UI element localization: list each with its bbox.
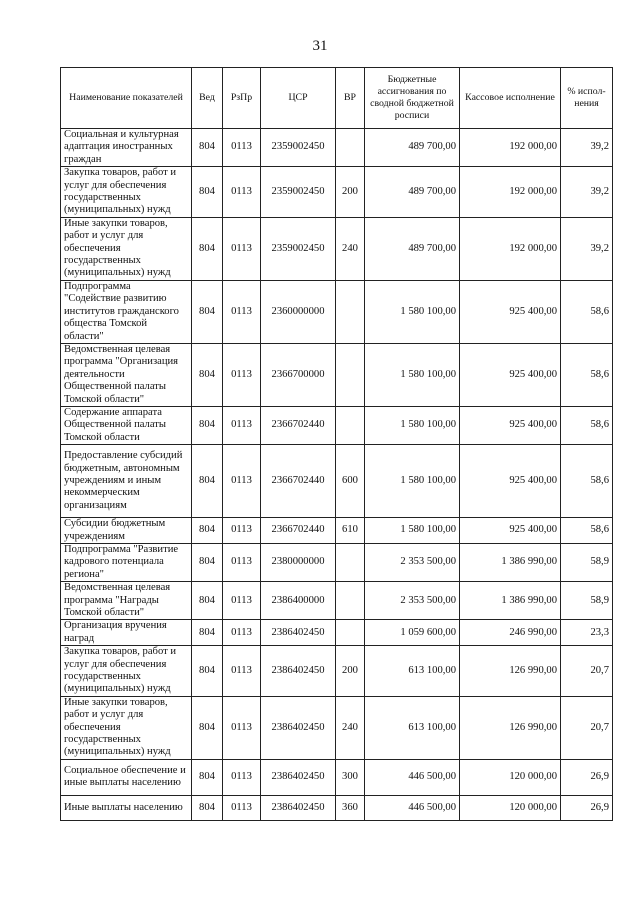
cell-ved: 804 xyxy=(192,217,223,280)
cell-rzpr: 0113 xyxy=(223,445,261,518)
cell-vr xyxy=(336,620,365,646)
cell-name: Иные закупки товаров, работ и услуг для обеспечения государственных (муниципальных) нужд xyxy=(61,696,192,759)
cell-percent: 26,9 xyxy=(561,795,613,820)
cell-budget: 1 059 600,00 xyxy=(365,620,460,646)
cell-rzpr: 0113 xyxy=(223,646,261,697)
cell-name: Содержание аппарата Общественной палаты Томской области xyxy=(61,406,192,444)
cell-rzpr: 0113 xyxy=(223,696,261,759)
cell-percent: 23,3 xyxy=(561,620,613,646)
cell-name: Социальная и культурная адаптация иностранных граждан xyxy=(61,129,192,167)
cell-percent: 26,9 xyxy=(561,759,613,795)
cell-budget: 613 100,00 xyxy=(365,646,460,697)
cell-vr: 200 xyxy=(336,646,365,697)
cell-budget: 1 580 100,00 xyxy=(365,343,460,406)
header-ved: Вед xyxy=(192,68,223,129)
cell-vr xyxy=(336,543,365,581)
cell-name: Иные закупки товаров, работ и услуг для обеспечения государственных (муниципальных) нужд xyxy=(61,217,192,280)
cell-percent: 20,7 xyxy=(561,696,613,759)
cell-ved: 804 xyxy=(192,646,223,697)
cell-cash: 925 400,00 xyxy=(460,445,561,518)
cell-cash: 192 000,00 xyxy=(460,167,561,218)
cell-csr: 2380000000 xyxy=(261,543,336,581)
table-row xyxy=(61,445,613,518)
cell-rzpr: 0113 xyxy=(223,759,261,795)
cell-percent: 20,7 xyxy=(561,646,613,697)
page-number: 31 xyxy=(312,38,328,54)
cell-budget: 446 500,00 xyxy=(365,795,460,820)
cell-budget: 1 580 100,00 xyxy=(365,445,460,518)
budget-execution-table xyxy=(60,67,613,821)
cell-csr: 2386400000 xyxy=(261,582,336,620)
cell-percent: 58,6 xyxy=(561,343,613,406)
cell-name: Ведомственная целевая программа "Организация деятельности Общественной палаты Томской области" xyxy=(61,343,192,406)
cell-rzpr: 0113 xyxy=(223,543,261,581)
cell-name: Подпрограмма "Развитие кадрового потенциала региона" xyxy=(61,543,192,581)
cell-ved: 804 xyxy=(192,129,223,167)
cell-budget: 1 580 100,00 xyxy=(365,280,460,343)
cell-name: Ведомственная целевая программа "Награды Томской области" xyxy=(61,582,192,620)
cell-rzpr: 0113 xyxy=(223,167,261,218)
cell-budget: 1 580 100,00 xyxy=(365,406,460,444)
header-name: Наименование показателей xyxy=(61,68,192,129)
cell-budget: 489 700,00 xyxy=(365,167,460,218)
table-row xyxy=(61,129,613,167)
cell-name: Субсидии бюджетным учреждениям xyxy=(61,518,192,544)
cell-vr xyxy=(336,406,365,444)
cell-csr: 2359002450 xyxy=(261,129,336,167)
cell-budget: 1 580 100,00 xyxy=(365,518,460,544)
table-row xyxy=(61,795,613,820)
cell-ved: 804 xyxy=(192,280,223,343)
table-row xyxy=(61,167,613,218)
cell-cash: 925 400,00 xyxy=(460,406,561,444)
table-row xyxy=(61,620,613,646)
cell-percent: 39,2 xyxy=(561,129,613,167)
cell-ved: 804 xyxy=(192,445,223,518)
table-row xyxy=(61,518,613,544)
header-rzpr: РзПр xyxy=(223,68,261,129)
cell-csr: 2386402450 xyxy=(261,759,336,795)
cell-ved: 804 xyxy=(192,543,223,581)
cell-rzpr: 0113 xyxy=(223,406,261,444)
cell-csr: 2386402450 xyxy=(261,646,336,697)
cell-rzpr: 0113 xyxy=(223,280,261,343)
cell-name: Предоставление субсидий бюджетным, автономным учреждениям и иным некоммерческим организациям xyxy=(61,445,192,518)
cell-vr: 240 xyxy=(336,696,365,759)
cell-budget: 489 700,00 xyxy=(365,129,460,167)
cell-rzpr: 0113 xyxy=(223,129,261,167)
table-row xyxy=(61,646,613,697)
cell-cash: 120 000,00 xyxy=(460,759,561,795)
cell-csr: 2366702440 xyxy=(261,406,336,444)
cell-vr xyxy=(336,129,365,167)
cell-percent: 58,6 xyxy=(561,518,613,544)
cell-csr: 2360000000 xyxy=(261,280,336,343)
cell-cash: 120 000,00 xyxy=(460,795,561,820)
cell-cash: 1 386 990,00 xyxy=(460,582,561,620)
table-header-row xyxy=(61,68,613,129)
cell-budget: 489 700,00 xyxy=(365,217,460,280)
table-row xyxy=(61,406,613,444)
cell-csr: 2366700000 xyxy=(261,343,336,406)
cell-rzpr: 0113 xyxy=(223,620,261,646)
header-vr: ВР xyxy=(336,68,365,129)
cell-budget: 613 100,00 xyxy=(365,696,460,759)
cell-rzpr: 0113 xyxy=(223,582,261,620)
cell-vr xyxy=(336,582,365,620)
cell-vr xyxy=(336,280,365,343)
cell-rzpr: 0113 xyxy=(223,518,261,544)
cell-percent: 58,9 xyxy=(561,543,613,581)
table-row xyxy=(61,696,613,759)
cell-cash: 192 000,00 xyxy=(460,129,561,167)
cell-vr xyxy=(336,343,365,406)
cell-ved: 804 xyxy=(192,759,223,795)
cell-csr: 2366702440 xyxy=(261,445,336,518)
cell-ved: 804 xyxy=(192,795,223,820)
cell-cash: 126 990,00 xyxy=(460,696,561,759)
table-row xyxy=(61,280,613,343)
cell-percent: 58,9 xyxy=(561,582,613,620)
cell-vr: 360 xyxy=(336,795,365,820)
cell-csr: 2386402450 xyxy=(261,696,336,759)
table-row xyxy=(61,217,613,280)
cell-percent: 58,6 xyxy=(561,406,613,444)
cell-percent: 58,6 xyxy=(561,280,613,343)
cell-ved: 804 xyxy=(192,167,223,218)
cell-csr: 2386402450 xyxy=(261,795,336,820)
cell-percent: 39,2 xyxy=(561,217,613,280)
cell-vr: 200 xyxy=(336,167,365,218)
cell-name: Социальное обеспечение и иные выплаты населению xyxy=(61,759,192,795)
header-cash: Кассовое исполнение xyxy=(460,68,561,129)
table-row xyxy=(61,759,613,795)
cell-ved: 804 xyxy=(192,406,223,444)
cell-csr: 2386402450 xyxy=(261,620,336,646)
cell-vr: 300 xyxy=(336,759,365,795)
header-percent: % испол-нения xyxy=(561,68,613,129)
cell-cash: 1 386 990,00 xyxy=(460,543,561,581)
cell-ved: 804 xyxy=(192,343,223,406)
cell-cash: 925 400,00 xyxy=(460,343,561,406)
cell-csr: 2359002450 xyxy=(261,167,336,218)
cell-vr: 610 xyxy=(336,518,365,544)
cell-vr: 240 xyxy=(336,217,365,280)
table-row xyxy=(61,582,613,620)
cell-rzpr: 0113 xyxy=(223,343,261,406)
cell-rzpr: 0113 xyxy=(223,217,261,280)
header-csr: ЦСР xyxy=(261,68,336,129)
cell-cash: 192 000,00 xyxy=(460,217,561,280)
cell-vr: 600 xyxy=(336,445,365,518)
header-budget: Бюджетные ассигнования по сводной бюджетной росписи xyxy=(365,68,460,129)
cell-name: Подпрограмма "Содействие развитию институтов гражданского общества Томской области" xyxy=(61,280,192,343)
cell-budget: 2 353 500,00 xyxy=(365,543,460,581)
cell-cash: 925 400,00 xyxy=(460,280,561,343)
cell-cash: 925 400,00 xyxy=(460,518,561,544)
cell-percent: 58,6 xyxy=(561,445,613,518)
cell-cash: 126 990,00 xyxy=(460,646,561,697)
cell-budget: 446 500,00 xyxy=(365,759,460,795)
cell-ved: 804 xyxy=(192,696,223,759)
cell-csr: 2366702440 xyxy=(261,518,336,544)
cell-cash: 246 990,00 xyxy=(460,620,561,646)
cell-name: Иные выплаты населению xyxy=(61,795,192,820)
cell-ved: 804 xyxy=(192,518,223,544)
cell-ved: 804 xyxy=(192,582,223,620)
cell-budget: 2 353 500,00 xyxy=(365,582,460,620)
cell-name: Закупка товаров, работ и услуг для обеспечения государственных (муниципальных) нужд xyxy=(61,167,192,218)
table-row xyxy=(61,343,613,406)
cell-name: Организация вручения наград xyxy=(61,620,192,646)
table-row xyxy=(61,543,613,581)
cell-name: Закупка товаров, работ и услуг для обеспечения государственных (муниципальных) нужд xyxy=(61,646,192,697)
cell-csr: 2359002450 xyxy=(261,217,336,280)
cell-rzpr: 0113 xyxy=(223,795,261,820)
cell-percent: 39,2 xyxy=(561,167,613,218)
cell-ved: 804 xyxy=(192,620,223,646)
